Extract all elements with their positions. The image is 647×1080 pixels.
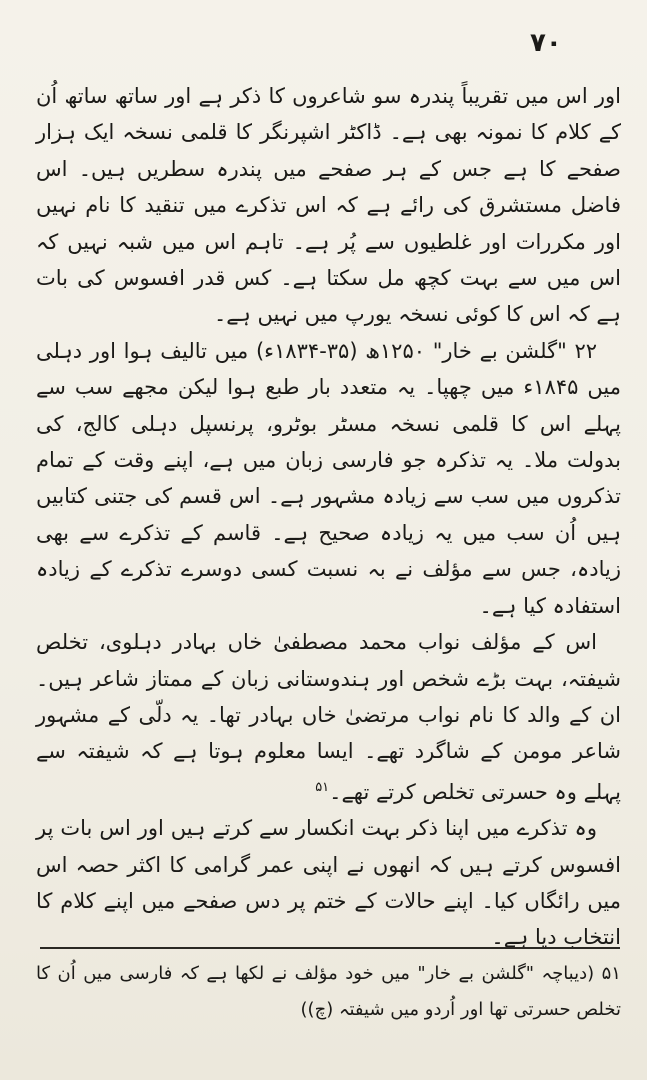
paragraph-4: وہ تذکرے میں اپنا ذکر بہت انکسار سے کرتے ہیں اور اس بات پر افسوس کرتے ہیں کہ انھوں نے اپنی عمر گرامی کا اکثر حصہ اس میں رائگاں کیا۔ اپنے حالات کے ختم پر دس صفحے میں اپنے کلام کا انتخاب دیا ہے۔ bbox=[36, 816, 621, 950]
paragraph-2: ۲۲ "گلشن بے خار" ۱۲۵۰ھ (۳۵-۱۸۳۴ء) میں تالیف ہوا اور دہلی میں ۱۸۴۵ء میں چھپا۔ یہ متعدد بار طبع ہوا لیکن مجھے سب سے پہلے اس کا قلمی نسخہ مسٹر بوٹرو، پرنسپل دہلی کالج، کی بدولت ملا۔ یہ تذکرہ جو فارسی زبان میں ہے، اپنے وقت کے تمام تذکروں میں سب سے زیادہ مشہور ہے۔ اس قسم کی جتنی کتابیں ہیں اُن سب میں یہ زیادہ صحیح ہے۔ قاسم کے تذکرے سے بھی زیادہ، جس سے مؤلف نے بہ نسبت کسی دوسرے تذکرے کے زیادہ استفادہ کیا ہے۔ bbox=[36, 338, 622, 618]
footnote-number: ۵۱ bbox=[601, 963, 621, 984]
footnote-reference: ۵۱ bbox=[315, 779, 330, 795]
page-number: ۷۰ bbox=[530, 28, 562, 58]
bleed-through-top bbox=[130, 44, 560, 62]
paragraph-3-text: اس کے مؤلف نواب محمد مصطفیٰ خاں بہادر دہلوی، تخلص شیفتہ، بہت بڑے شخص اور ہندوستانی زبان کے ممتاز شاعر ہیں۔ ان کے والد کا نام نواب مرتضیٰ خاں بہادر تھا۔ یہ دلّی کے مشہور شاعر مومن کے شاگرد تھے۔ ایسا معلوم ہوتا ہے کہ شیفتہ سے پہلے وہ حسرتی تخلص کرتے تھے۔ bbox=[36, 630, 621, 804]
footnote bbox=[36, 956, 621, 1028]
paragraph-1: اور اس میں تقریباً پندرہ سو شاعروں کا ذکر ہے اور ساتھ ساتھ اُن کے کلام کا نمونہ بھی ہے۔ ڈاکٹر اشپرنگر کا قلمی نسخہ ایک ہزار صفحے کا ہے جس کے ہر صفحے میں پندرہ سطریں ہیں۔ اس فاضل مستشرق کی رائے ہے کہ اس تذکرے میں تنقید کا نام نہیں اور مکررات اور غلطیوں سے پُر ہے۔ تاہم اس میں شبہ نہیں کہ اس میں سے بہت کچھ مل سکتا ہے۔ کس قدر افسوس کی بات ہے کہ اس کا کوئی نسخہ یورپ میں نہیں ہے۔ bbox=[36, 84, 621, 327]
body-text bbox=[36, 78, 621, 956]
footnote-text: (دیباچہ "گلشن بے خار" میں خود مؤلف نے لکھا ہے کہ فارسی میں اُن کا تخلص حسرتی تھا اور اُردو میں شیفتہ (چ)) bbox=[36, 963, 621, 1020]
footnote-divider bbox=[40, 947, 620, 949]
paragraph-3 bbox=[36, 624, 621, 810]
